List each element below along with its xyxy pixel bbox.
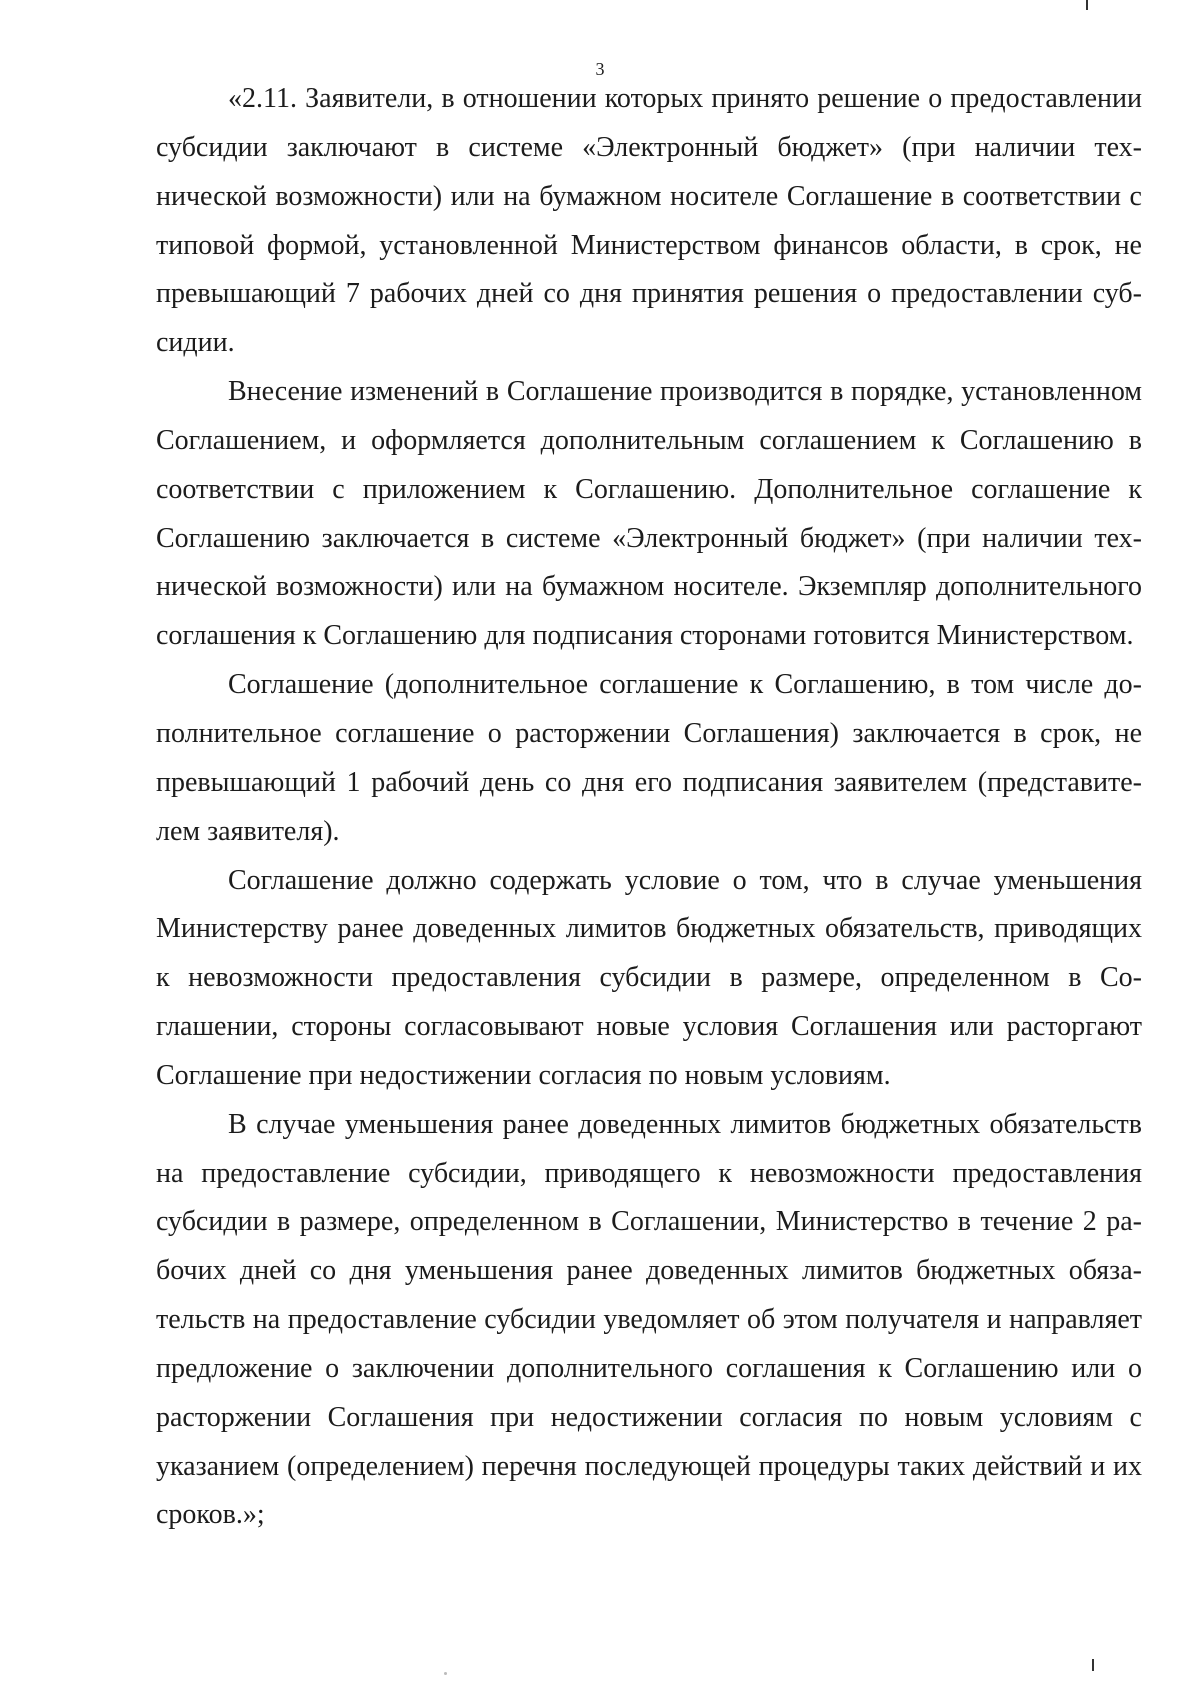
page-number: 3 [595, 59, 605, 79]
scan-edge-mark-bottom [1092, 1659, 1094, 1671]
scan-edge-mark [1086, 0, 1088, 10]
paragraph-amendments: Внесение изменений в Соглашение производится в порядке, установленном Соглашением, и оформляется дополнительным соглашением к Соглашению в соответствии с приложением к Соглашению. Дополнительное соглашение к Соглашению заключается в системе «Электронный бюджет» (при наличии технической возможности) или на бумажном носителе. Экземпляр дополнительного соглашения к Соглашению для подписания сторонами готовится Министерством. [156, 376, 1142, 652]
scan-speck [444, 1672, 447, 1675]
paragraph-2-11: «2.11. Заявители, в отношении которых принято решение о предоставлении субсидии заключают в системе «Электронный бюджет» (при наличии технической возможности) или на бумажном носителе Соглашение в соответствии с типовой формой, установленной Министерством финансов области, в срок, не превышающий 7 рабочих дней со дня принятия решения о предоставлении субсидии. [156, 83, 1142, 359]
paragraph-limits-reduction: В случае уменьшения ранее доведенных лимитов бюджетных обязательств на предоставление субсидии, приводящего к невозможности предоставления субсидии в размере, определенном в Соглашении, Министерство в течение 2 рабочих дней со дня уменьшения ранее доведенных лимитов бюджетных обязательств на предоставление субсидии уведомляет об этом получателя и направляет предложение о заключении дополнительного соглашения к Соглашению или о расторжении Соглашения при недостижении согласия по новым условиям с указанием (определением) перечня последующей процедуры таких действий и их сроков.»; [156, 1108, 1142, 1531]
paragraph-limits-condition: Соглашение должно содержать условие о том, что в случае уменьшения Министерству ранее доведенных лимитов бюджетных обязательств, приводящих к невозможности предоставления субсидии в размере, определенном в Соглашении, стороны согласовывают новые условия Соглашения или расторгают Соглашение при недостижении согласия по новым условиям. [156, 864, 1142, 1091]
document-body [156, 75, 1142, 1540]
paragraph-conclusion-term: Соглашение (дополнительное соглашение к Соглашению, в том числе дополнительное соглашение о расторжении Соглашения) заключается в срок, не превышающий 1 рабочий день со дня его подписания заявителем (представителем заявителя). [156, 669, 1142, 847]
